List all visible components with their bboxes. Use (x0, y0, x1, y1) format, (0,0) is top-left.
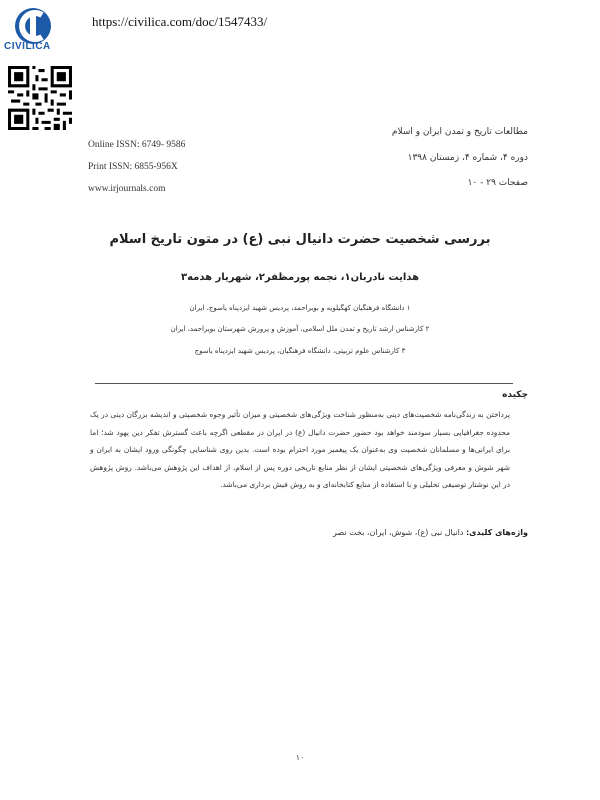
journal-name: مطالعات تاریخ و تمدن ایران و اسلام (391, 127, 528, 137)
logo-text: CIVILICA (4, 41, 51, 52)
print-issn: Print ISSN: 6855-956X (88, 162, 178, 172)
journal-issue: دوره ۴، شماره ۴، زمستان ۱۳۹۸ (407, 153, 528, 163)
abstract-text: پرداختن به زندگی‌نامه شخصیت‌های دینی به‌منظور شناخت ویژگی‌های شخصیتی و میزان تأثیر وجوه شخصیتی و اندیشه بزرگان دینی در یک محدوده جغرافیایی بسیار سودمند خواهد بود حضور حضرت دانیال (ع) در ایران در مقطعی اگرچه باعث گسترش تفکر دین یهود شد؛ اما برای ایرانی‌ها و مسلمانان شخصیت وی به‌عنوان یک پیغمبر مورد احترام بوده است. بدین روی شناسایی چگونگی ورود ایشان به ایران و شهر شوش و معرفی ویژگی‌های شخصیتی ایشان از نظر منابع تاریخی دوره پس از اسلام، از اهداف این پژوهش می‌باشد. روش پژوهش در این نوشتار توصیفی تحلیلی و با استفاده از منابع کتابخانه‌ای و به روش فیش برداری می‌باشد. (90, 410, 510, 490)
article-authors: هدایت نادربان۱، نجمه پورمظفر۲، شهریار هدمه۳ (180, 272, 419, 283)
journal-pages: صفحات ۲۹ - ۱۰ (467, 178, 528, 188)
document-url[interactable]: https://civilica.com/doc/1547433/ (92, 14, 268, 29)
section-divider (95, 383, 513, 384)
online-issn: Online ISSN: 6749- 9586 (88, 140, 186, 150)
keywords-line (333, 528, 528, 537)
page-number: ۱۰ (295, 753, 305, 762)
affiliation-1: ۱ دانشگاه فرهنگیان کهگیلویه و بویراحمد، پردیس شهید ایزدپناه یاسوج، ایران (189, 304, 411, 312)
article-title: بررسی شخصیت حضرت دانیال نبی (ع) در متون تاریخ اسلام (109, 232, 491, 247)
abstract-heading: چکیده (502, 390, 528, 400)
affiliation-2: ۲ کارشناس ارشد تاریخ و تمدن ملل اسلامی، آموزش و پرورش شهرستان بویراحمد، ایران (170, 325, 430, 333)
keywords-value: دانیال نبی (ع)، شوش، ایران، بخت نصر (333, 528, 464, 537)
qr-code-icon (8, 66, 72, 130)
keywords-label: واژه‌های کلیدی: (465, 528, 528, 537)
affiliation-3: ۳ کارشناس علوم تربیتی، دانشگاه فرهنگیان، پردیس شهید ایزدپناه یاسوج (194, 347, 406, 355)
journal-website[interactable]: www.irjournals.com (88, 184, 166, 194)
